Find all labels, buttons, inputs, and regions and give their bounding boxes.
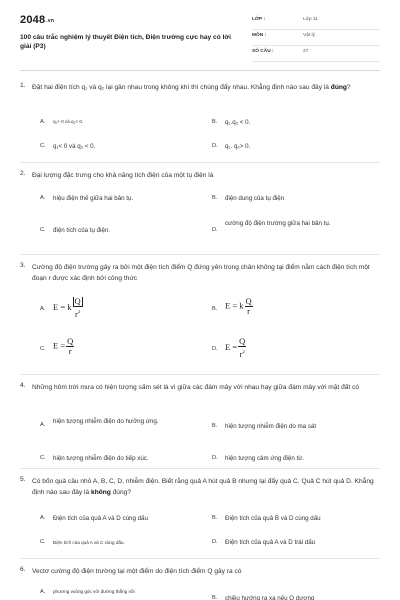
option-text: phương vuông góc với đường thẳng nối [53, 589, 135, 594]
option-text: q₁< 0 và q₂ < 0. [53, 143, 96, 150]
answer-option-d[interactable] [212, 334, 372, 364]
question-emphasis: không [91, 489, 111, 496]
meta-value: 27 [303, 49, 309, 54]
option-letter: D. [212, 539, 218, 545]
question-2 [20, 170, 380, 250]
question-number: 5. [20, 476, 26, 483]
page-header [20, 14, 380, 70]
formula-fraction [245, 297, 253, 316]
formula-lhs: E = [225, 341, 238, 352]
option-text: Điện tích của quả A và D cùng dấu [53, 515, 148, 522]
formula-fraction [66, 337, 74, 356]
option-letter: B. [212, 119, 218, 125]
meta-table [252, 14, 380, 62]
site-logo[interactable] [20, 14, 54, 26]
meta-row-subject [252, 30, 380, 46]
option-letter: A. [40, 195, 46, 201]
formula-numerator: Q [67, 336, 74, 346]
option-letter: C. [40, 143, 46, 149]
formula-fraction [73, 297, 83, 319]
question-divider [20, 254, 380, 255]
option-letter: C. [40, 539, 46, 545]
meta-row-class [252, 14, 380, 30]
question-text-part: đúng? [110, 489, 131, 496]
option-letter: D. [212, 143, 218, 149]
option-letter: D. [212, 346, 218, 352]
meta-value: Lớp 11 [303, 17, 318, 22]
formula-fraction [238, 337, 246, 359]
option-text: điện tích của tụ điện. [53, 227, 111, 234]
option-letter: A. [40, 119, 46, 125]
option-letter: D. [212, 227, 218, 233]
option-text: hiệu điện thế giữa hai bản tụ. [53, 195, 134, 202]
option-text: hiện tượng nhiễm điện do ma sát [225, 423, 317, 430]
formula-variable: r [239, 348, 243, 359]
option-text: hiện tượng cảm ứng điện từ. [225, 455, 305, 462]
option-text: hiện tượng nhiễm điện do hưởng ứng. [53, 418, 159, 425]
formula-numerator: Q [74, 296, 81, 306]
formula-coulomb [225, 297, 253, 316]
question-number: 1. [20, 82, 26, 89]
question-number: 6. [20, 566, 26, 573]
option-letter: D. [212, 455, 218, 461]
question-emphasis: đúng [330, 84, 347, 91]
question-divider [20, 558, 380, 559]
option-letter: A. [40, 589, 46, 595]
option-text: cường độ điện trường giữa hai bản tụ. [225, 220, 331, 227]
question-3 [20, 262, 380, 374]
option-letter: A. [40, 422, 46, 428]
answer-option-b[interactable] [212, 294, 372, 324]
option-letter: C. [40, 346, 46, 352]
formula-exponent: 2 [77, 309, 81, 314]
question-text [32, 476, 374, 498]
formula-variable: r [75, 308, 78, 319]
formula-lhs: E = [53, 340, 66, 351]
question-text-part: Đặt hai điện tích q₁ và q₂ lại gần nhau trong không khí thì chúng đẩy nhau. Khẳng định nào sau đây là [32, 84, 331, 91]
option-text: q₁.q₂ < 0. [225, 119, 251, 126]
question-divider [20, 162, 380, 163]
option-text: q₁> 0 và q₂< 0. [53, 119, 84, 124]
option-text: Điện tích của quả A và D trái dấu [225, 539, 316, 546]
option-letter: B. [212, 595, 218, 600]
formula-denominator: r [68, 346, 72, 356]
option-letter: B. [212, 306, 218, 312]
question-text: Những hôm trời mưa có hiện tượng sấm sét là vì giữa các đám mây với nhau hay giữa đám mây với mặt đất có [32, 384, 360, 391]
option-letter: C. [40, 227, 46, 233]
question-number: 4. [20, 382, 26, 389]
formula-inverse-square [225, 337, 246, 359]
option-text: chiều hướng ra xa nếu Q dương [225, 595, 315, 600]
question-text [32, 82, 374, 93]
formula-exponent: 2 [242, 349, 245, 354]
question-text: Cường độ điện trường gây ra bởi một điện tích điểm Q đứng yên trong chân không tại điểm nằm cách điện tích một đoạn r được xác định bởi công thức [32, 264, 370, 282]
meta-label: MÔN : [252, 33, 267, 38]
formula-coulomb-abs [53, 297, 83, 319]
meta-label: SỐ CÂU : [252, 49, 274, 54]
option-text: Điện tích của quả B và D cùng dấu [225, 515, 321, 522]
question-divider [20, 374, 380, 375]
option-letter: C. [40, 455, 46, 461]
option-text: Điện tích của quả A và C cùng dấu. [53, 540, 125, 545]
answer-option-c[interactable] [40, 334, 200, 364]
question-1 [20, 82, 380, 160]
formula-simple [53, 337, 74, 356]
formula-denominator: r [247, 306, 250, 316]
question-text: Vectơ cường độ điện trường tại một điểm do điện tích điểm Q gây ra có [32, 568, 242, 575]
option-text: hiện tượng nhiễm điện do tiếp xúc. [53, 455, 149, 462]
option-letter: B. [212, 195, 218, 201]
option-letter: B. [212, 515, 218, 521]
question-text-part: Có bốn quả cầu nhỏ A, B, C, D, nhiễm điện. Biết rằng quả A hút quả B nhưng lại đẩy quả C. Quả C hút quả D. Khẳng định nào sau đây là [32, 478, 374, 496]
question-4 [20, 382, 380, 470]
meta-label: LỚP : [252, 17, 266, 22]
question-text: Đại lượng đặc trưng cho khả năng tích điện của một tụ điện là [32, 172, 214, 179]
question-6 [20, 566, 380, 600]
formula-denominator [73, 307, 83, 319]
option-letter: B. [212, 423, 218, 429]
formula-lhs: E = k [53, 301, 72, 312]
option-text: q₁. q₂> 0. [225, 143, 251, 150]
option-letter: A. [40, 306, 46, 312]
meta-row-count [252, 46, 380, 62]
option-text: điện dung của tụ điện [225, 195, 285, 202]
meta-value: Vật lý [303, 33, 315, 38]
header-divider [20, 70, 380, 71]
question-number: 3. [20, 262, 26, 269]
question-5 [20, 476, 380, 556]
question-number: 2. [20, 170, 26, 177]
document-title: 100 câu trắc nghiệm lý thuyết Điện tích, Điện trường cực hay có lời giải (P3) [20, 34, 231, 50]
formula-numerator: Q [239, 336, 246, 346]
logo-suffix: .vn [46, 18, 55, 24]
formula-lhs: E = k [225, 300, 244, 311]
question-text-part: ? [346, 84, 351, 91]
question-divider [20, 468, 380, 469]
formula-denominator [238, 347, 246, 359]
formula-numerator: Q [245, 296, 252, 306]
option-letter: A. [40, 515, 46, 521]
answer-option-a[interactable] [40, 294, 200, 324]
logo-text: 2048 [20, 14, 46, 26]
